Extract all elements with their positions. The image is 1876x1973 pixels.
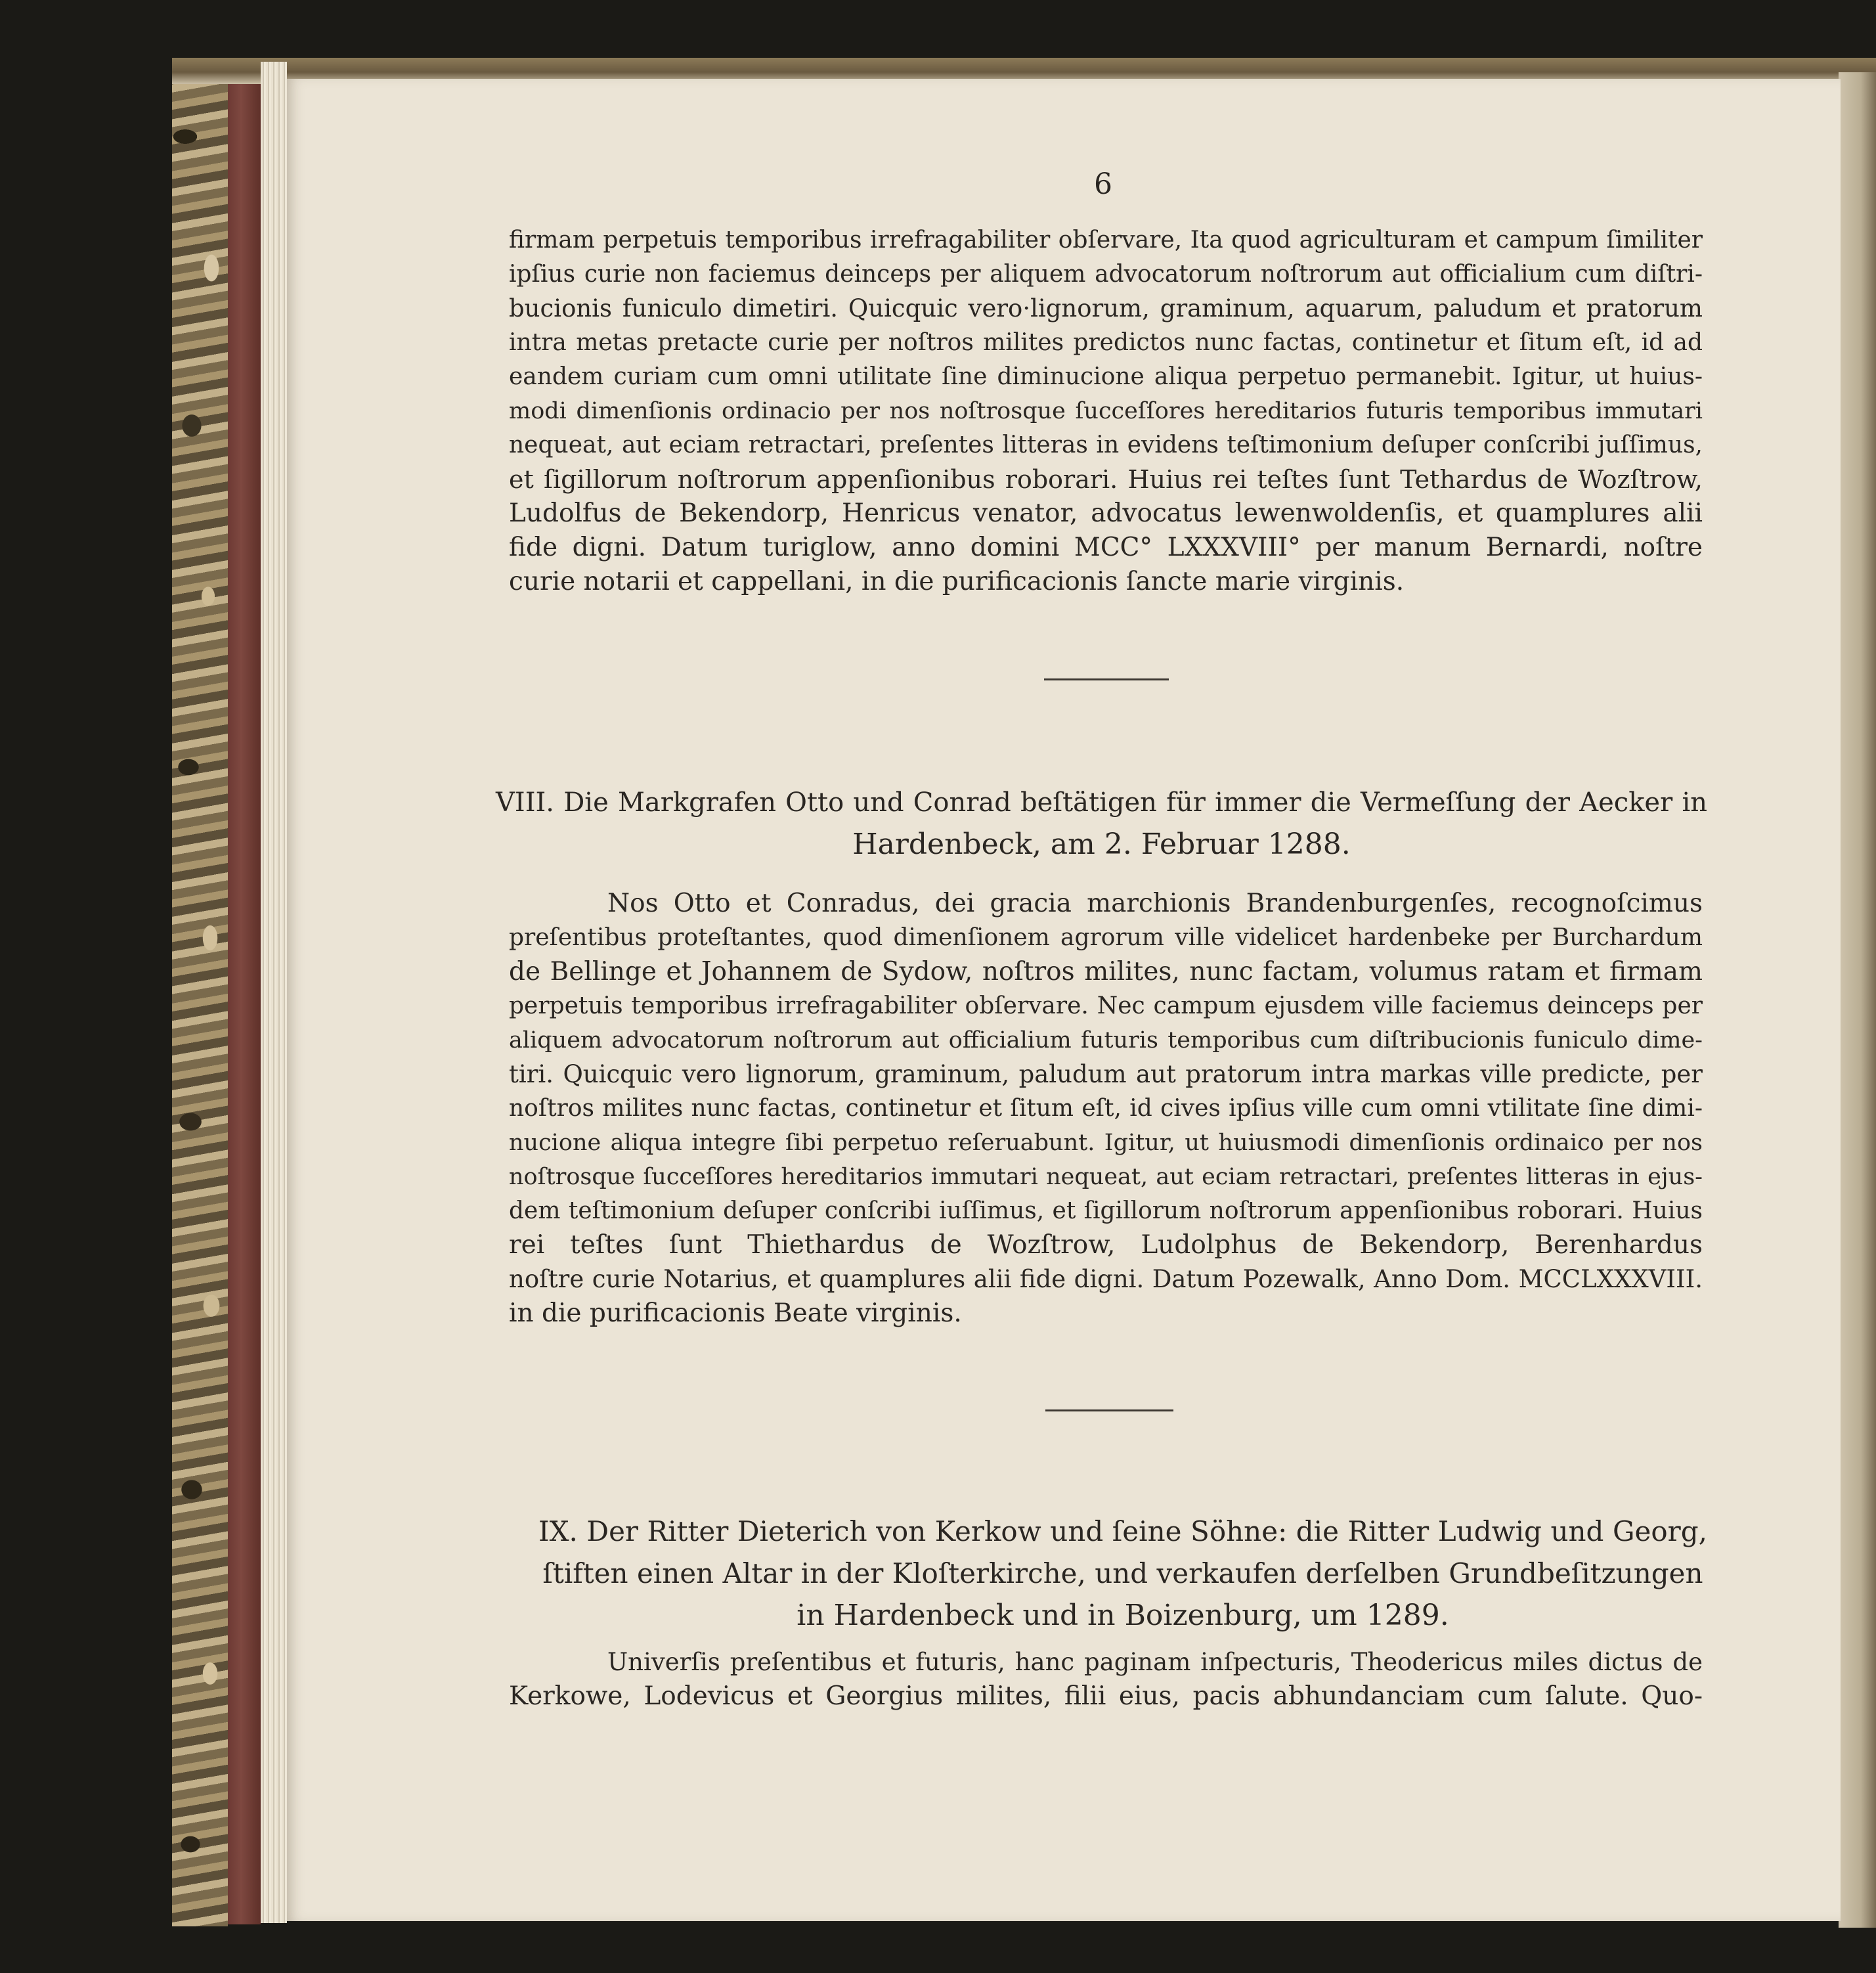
text-line: in die purificacionis Beate virginis. <box>509 1298 962 1328</box>
marbled-cover <box>172 58 228 1926</box>
text-line: intra metas pretacte curie per noſtros milites predictos nunc factas, continetur et ſitum eſt, id ad <box>509 329 1703 356</box>
text-line: curie notarii et cappellani, in die purificacionis ſancte marie virginis. <box>509 567 1405 596</box>
text-line: et ſigillorum noſtrorum appenſionibus roborari. Huius rei teſtes ſunt Tethardus de Wozſtrow, <box>509 465 1703 494</box>
page-stack-edge <box>261 62 287 1923</box>
section-viii-body <box>509 887 1703 1331</box>
text-line: modi dimenſionis ordinacio per nos noſtrosque ſucceſſores hereditarios futuris temporibus immutari <box>509 398 1703 424</box>
text-line: de Bellinge et Johannem de Sydow, noſtros milites, nunc factam, volumus ratam et firmam <box>509 957 1703 986</box>
text-line: bucionis funiculo dimetiri. Quicquic vero·lignorum, graminum, aquarum, paludum et pratorum <box>509 294 1703 322</box>
text-line: nequeat, aut eciam retractari, preſentes litteras in evidens teſtimonium deſuper conſcribi juſſimus, <box>509 432 1703 458</box>
text-line: perpetuis temporibus irrefragabiliter obſervare. Nec campum ejusdem ville faciemus deinceps per <box>509 992 1703 1019</box>
text-line: fide digni. Datum turiglow, anno domini MCC° LXXXVIII° per manum Bernardi, noſtre <box>509 533 1703 562</box>
heading-line: VIII. Die Markgrafen Otto und Conrad beſtätigen für immer die Vermeſſung der Aecker in <box>496 787 1707 818</box>
text-line: rei teſtes ſunt Thiethardus de Wozſtrow, Ludolphus de Bekendorp, Berenhardus <box>509 1230 1703 1260</box>
text-line: noſtros milites nunc factas, continetur et ſitum eſt, id cives ipſius ville cum omni vtilitate ſine dimi- <box>509 1095 1703 1122</box>
heading-line: in Hardenbeck und in Boizenburg, um 1289. <box>796 1599 1449 1632</box>
text-line: noſtre curie Notarius, et quamplures alii fide digni. Datum Pozewalk, Anno Dom. MCCLXXXVIII. <box>509 1265 1703 1293</box>
text-line: tiri. Quicquic vero lignorum, graminum, paludum aut pratorum intra markas ville predicte, per <box>509 1060 1703 1088</box>
leather-spine-strip <box>228 60 261 1924</box>
text-line: noſtrosque ſucceſſores hereditarios immutari nequeat, aut eciam retractari, preſentes litteras in ejus- <box>509 1164 1703 1190</box>
section-ix-body <box>509 1645 1703 1714</box>
text-line: Ludolfus de Bekendorp, Henricus venator, advocatus lewenwoldenſis, et quamplures alii <box>509 499 1703 528</box>
text-line: Nos Otto et Conradus, dei gracia marchionis Brandenburgenſes, recognoſcimus <box>607 889 1703 918</box>
text-line: firmam perpetuis temporibus irrefragabiliter obſervare, Ita quod agriculturam et campum ſimiliter <box>509 227 1703 254</box>
heading-line: Hardenbeck, am 2. Februar 1288. <box>852 828 1351 861</box>
continuation-text <box>509 223 1703 599</box>
cover-right-edge <box>1839 72 1876 1928</box>
section-viii-heading <box>496 782 1707 866</box>
text-line: Univerſis preſentibus et futuris, hanc paginam inſpecturis, Theodericus miles dictus de <box>607 1648 1703 1676</box>
text-line: aliquem advocatorum noſtrorum aut officialium futuris temporibus cum diſtribucionis funiculo dime- <box>509 1027 1703 1053</box>
text-line: preſentibus proteſtantes, quod dimenſionem agrorum ville videlicet hardenbeke per Burchardum <box>509 924 1703 951</box>
section-ix-heading <box>538 1511 1707 1637</box>
text-line: eandem curiam cum omni utilitate ſine diminucione aliqua perpetuo permanebit. Igitur, ut huius- <box>509 363 1703 390</box>
page-number: 6 <box>1094 167 1112 201</box>
text-line: ipſius curie non faciemus deinceps per aliquem advocatorum noſtrorum aut officialium cum diſtri- <box>509 261 1703 288</box>
text-line: nucione aliqua integre ſibi perpetuo reſeruabunt. Igitur, ut huiusmodi dimenſionis ordinaico per nos <box>509 1130 1703 1156</box>
text-line: Kerkowe, Lodevicus et Georgius milites, filii eius, pacis abhundanciam cum ſalute. Quo- <box>509 1681 1703 1711</box>
section-divider <box>1045 1409 1173 1411</box>
heading-line: IX. Der Ritter Dieterich von Kerkow und ſeine Söhne: die Ritter Ludwig und Georg, <box>538 1515 1707 1547</box>
text-line: dem teſtimonium deſuper conſcribi iuſſimus, et ſigillorum noſtrorum appenſionibus roborari. Huius <box>509 1197 1703 1224</box>
heading-line: ſtiften einen Altar in der Kloſterkirche, und verkaufen derſelben Grundbeſitzungen <box>542 1557 1703 1589</box>
section-divider <box>1044 678 1169 680</box>
